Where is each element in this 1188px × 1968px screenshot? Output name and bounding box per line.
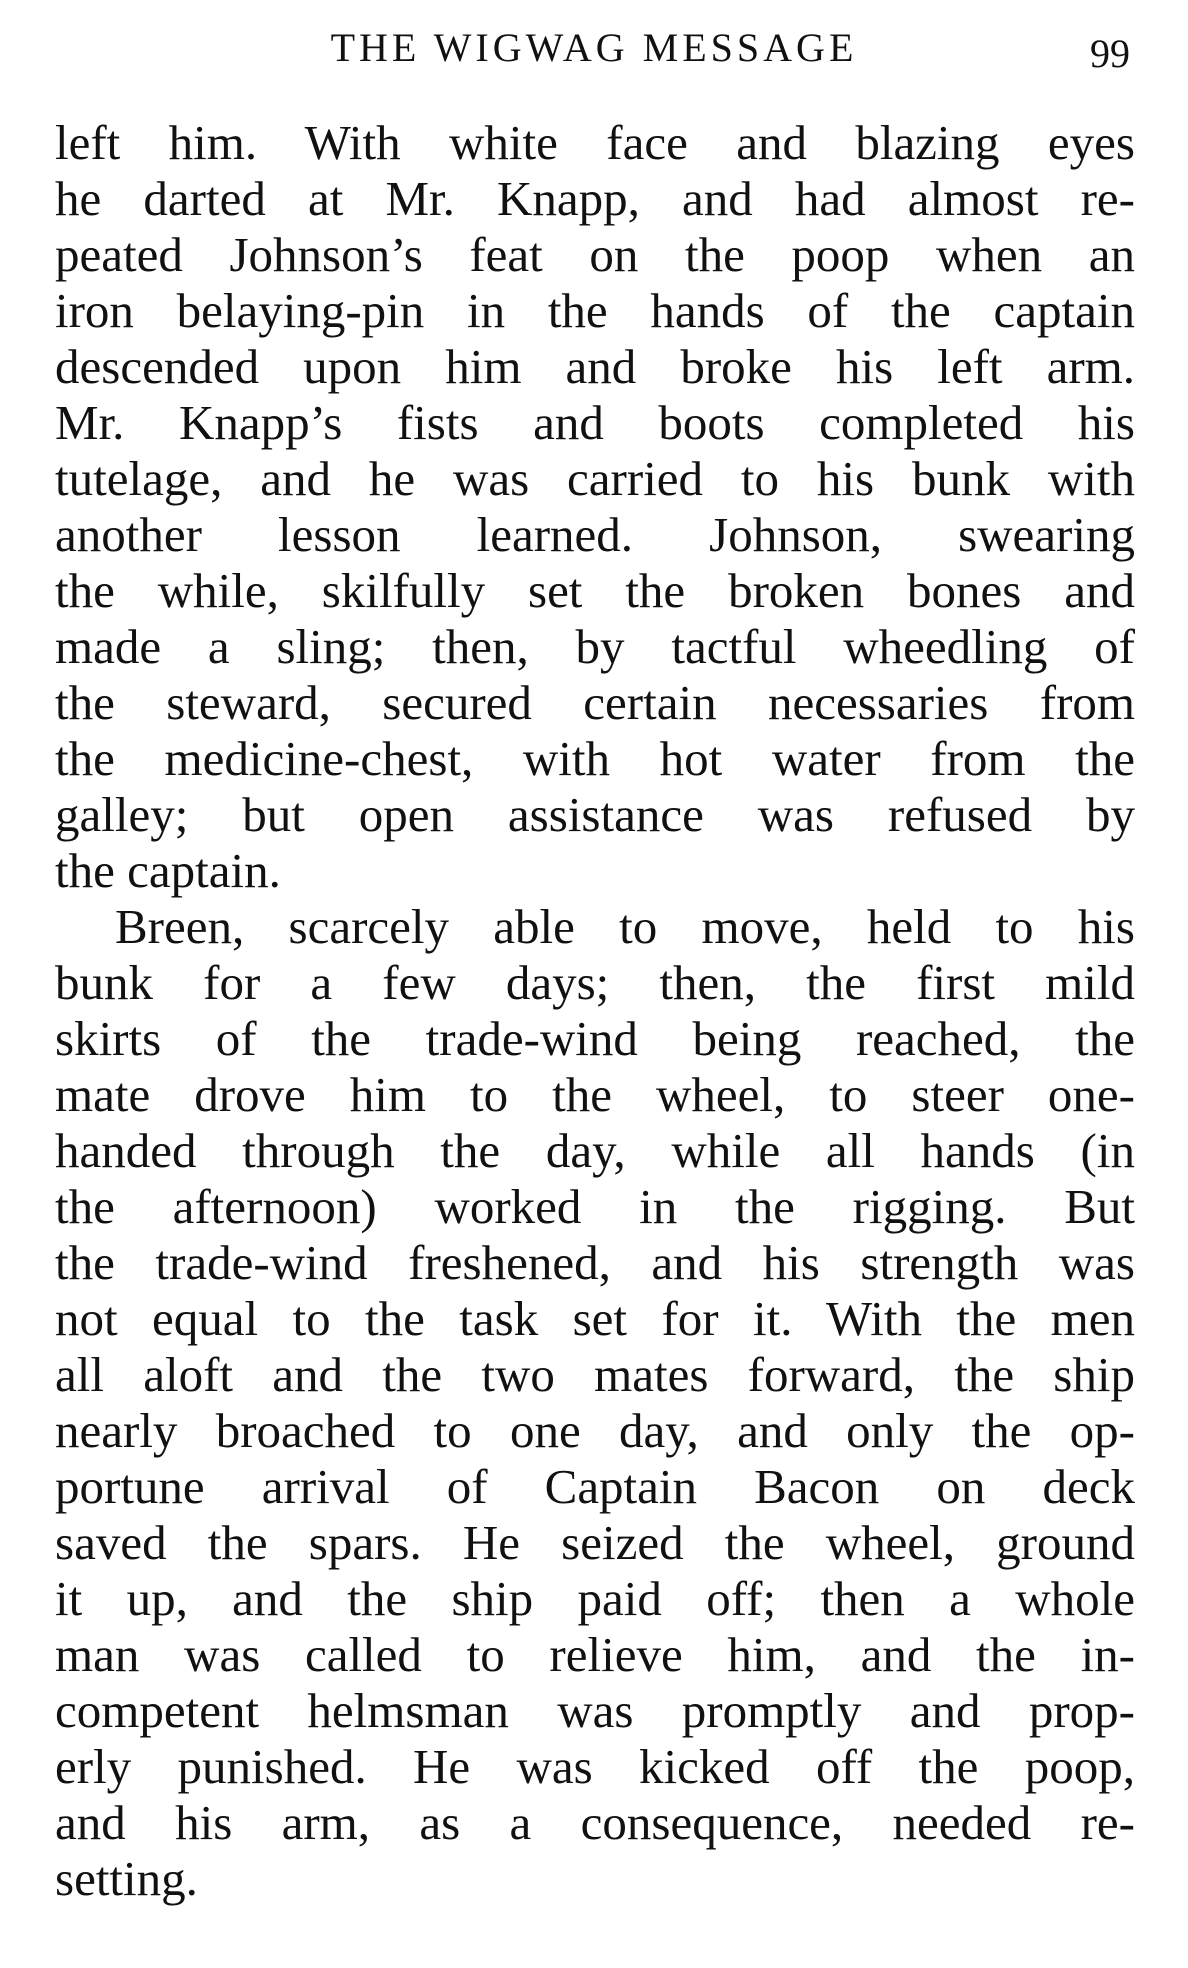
text-line: all aloft and the two mates forward, the ship: [55, 1347, 1135, 1402]
text-line: another lesson learned. Johnson, swearing: [55, 507, 1135, 562]
text-line: competent helmsman was promptly and prop-: [55, 1683, 1135, 1738]
text-line: left him. With white face and blazing eyes: [55, 115, 1135, 170]
text-line: bunk for a few days; then, the first mild: [55, 955, 1135, 1010]
text-line: Mr. Knapp’s fists and boots completed his: [55, 395, 1135, 450]
text-line: the trade-wind freshened, and his strength was: [55, 1235, 1135, 1290]
running-head: [0, 18, 1188, 78]
text-line: descended upon him and broke his left arm.: [55, 339, 1135, 394]
text-line: iron belaying-pin in the hands of the captain: [55, 283, 1135, 338]
text-line: the captain.: [55, 843, 281, 898]
text-line: the medicine-chest, with hot water from the: [55, 731, 1135, 786]
text-line: tutelage, and he was carried to his bunk with: [55, 451, 1135, 506]
paragraph-2: [55, 899, 1135, 1907]
text-line: made a sling; then, by tactful wheedling of: [55, 619, 1135, 674]
running-title: THE WIGWAG MESSAGE: [330, 25, 858, 70]
text-line: it up, and the ship paid off; then a whole: [55, 1571, 1135, 1626]
text-line: the afternoon) worked in the rigging. But: [55, 1179, 1135, 1234]
text-line: he darted at Mr. Knapp, and had almost re-: [55, 171, 1135, 226]
text-line: the while, skilfully set the broken bones and: [55, 563, 1135, 618]
text-line: erly punished. He was kicked off the poop,: [55, 1739, 1135, 1794]
text-line: Breen, scarcely able to move, held to his: [115, 899, 1135, 954]
text-line: setting.: [55, 1851, 198, 1906]
text-line: nearly broached to one day, and only the op-: [55, 1403, 1135, 1458]
text-line: portune arrival of Captain Bacon on deck: [55, 1459, 1135, 1514]
text-line: and his arm, as a consequence, needed re-: [55, 1795, 1135, 1850]
text-line: man was called to relieve him, and the in-: [55, 1627, 1135, 1682]
text-line: mate drove him to the wheel, to steer one-: [55, 1067, 1135, 1122]
page-number: 99: [1090, 31, 1130, 76]
text-line: not equal to the task set for it. With the men: [55, 1291, 1135, 1346]
paragraph-1: [55, 115, 1135, 899]
text-line: skirts of the trade-wind being reached, the: [55, 1011, 1135, 1066]
text-line: peated Johnson’s feat on the poop when an: [55, 227, 1135, 282]
text-line: saved the spars. He seized the wheel, ground: [55, 1515, 1135, 1570]
text-line: handed through the day, while all hands (in: [55, 1123, 1135, 1178]
text-line: the steward, secured certain necessaries from: [55, 675, 1135, 730]
body-text: [55, 115, 1135, 1907]
text-line: galley; but open assistance was refused by: [55, 787, 1135, 842]
